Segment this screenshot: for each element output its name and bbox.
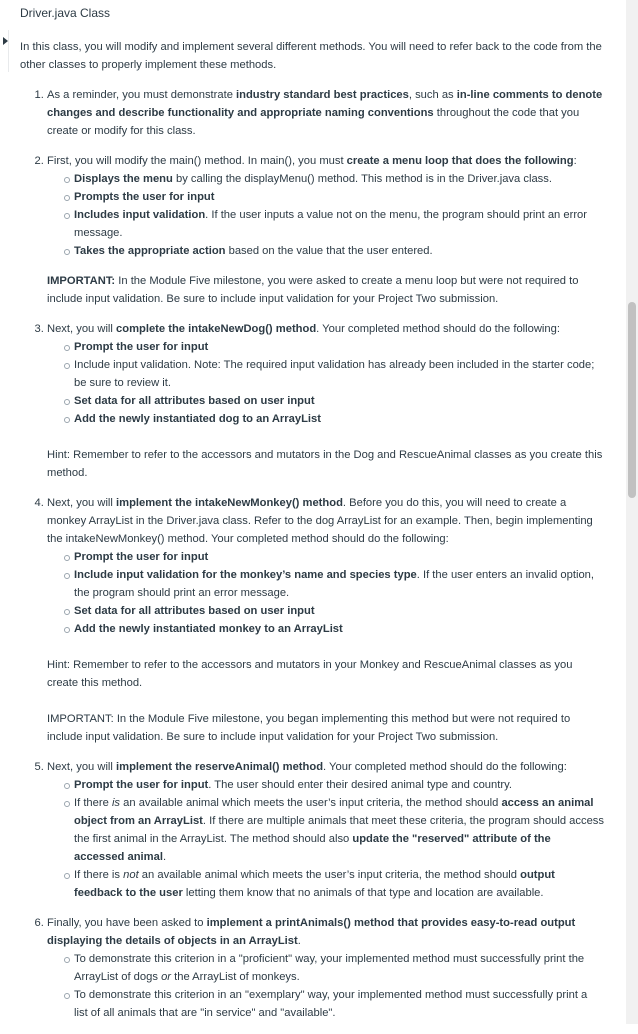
scrollbar[interactable] xyxy=(626,0,638,1024)
text: If there xyxy=(74,797,112,809)
sub-item xyxy=(74,392,604,410)
bold-text: Set data for all attributes based on user input xyxy=(74,605,315,617)
italic-text: is xyxy=(111,797,121,809)
sub-item xyxy=(74,206,604,242)
hint-note: Hint: Remember to refer to the accessors and mutators in your Monkey and RescueAnimal classes as you create this method. xyxy=(47,659,573,689)
important-note xyxy=(47,272,604,308)
document-body xyxy=(20,38,604,1034)
text: First, you will modify the main() method. In main(), you must xyxy=(47,155,347,167)
text: the ArrayList of monkeys. xyxy=(171,971,300,983)
list-item-6 xyxy=(47,914,604,1022)
text: Include input validation. Note: The required input validation has already been included in the starter code; be sure to review it. xyxy=(74,359,595,389)
text: . Before you do this, you will need to create a monkey ArrayList in the Driver.java class. Refer to the dog ArrayList for an example. Then, begin implementing the intakeNewMonkey() method. Your completed method should do the following: xyxy=(47,497,593,545)
bold-text: Include input validation for the monkey’s name and species type xyxy=(74,569,417,581)
divider xyxy=(8,30,9,72)
bold-text: access an animal object from an ArrayList xyxy=(74,797,594,827)
bold-text: create a menu loop that does the following xyxy=(346,155,574,167)
text: : xyxy=(573,155,577,167)
text: Finally, you have been asked to xyxy=(47,917,207,929)
bold-text: IMPORTANT: xyxy=(47,275,116,287)
sub-list xyxy=(47,170,604,260)
sub-item xyxy=(74,548,604,566)
text: . If there are multiple animals that meet these criteria, the program should access the first animal in the ArrayList. The method should also xyxy=(74,815,604,845)
list-item-5 xyxy=(47,758,604,902)
text: Next, you will xyxy=(47,323,117,335)
section-header[interactable] xyxy=(0,0,626,30)
requirements-list xyxy=(20,86,604,1022)
bold-text: output feedback to the user xyxy=(74,869,555,899)
text: If there is xyxy=(74,869,124,881)
bold-text: complete the intakeNewDog() method xyxy=(116,323,317,335)
section-title: Driver.java Class xyxy=(20,6,111,20)
bold-text: implement the intakeNewMonkey() method xyxy=(116,497,343,509)
sub-item xyxy=(74,794,604,866)
text: , such as xyxy=(408,89,457,101)
list-item-4 xyxy=(47,494,604,746)
text: . The user should enter their desired animal type and country. xyxy=(208,779,512,791)
text: To demonstrate this criterion in a "proficient" way, your implemented method must successfully print the ArrayList of dogs xyxy=(74,953,585,983)
text: an available animal which meets the user’s input criteria, the method should xyxy=(120,797,502,809)
text: . Your completed method should do the following: xyxy=(316,323,560,335)
intro-paragraph: In this class, you will modify and implement several different methods. You will need to refer back to the code from the other classes to properly implement these methods. xyxy=(20,41,602,71)
sub-list xyxy=(47,776,604,902)
bold-text: in-line comments to denote changes and describe functionality and appropriate naming conventions xyxy=(47,89,603,119)
sub-list xyxy=(47,548,604,638)
text: letting them know that no animals of that type and location are available. xyxy=(182,887,544,899)
sub-item xyxy=(74,170,604,188)
bold-text: Prompt the user for input xyxy=(74,341,209,353)
bold-text: Takes the appropriate action xyxy=(74,245,226,257)
text: As a reminder, you must demonstrate xyxy=(47,89,237,101)
italic-text: or xyxy=(161,971,172,983)
bold-text: implement the reserveAnimal() method xyxy=(116,761,324,773)
text: To demonstrate this criterion in an "exemplary" way, your implemented method must successfully print a list of all animals that are "in service" and "available". xyxy=(74,989,588,1019)
scrollbar-thumb[interactable] xyxy=(628,302,636,498)
list-item-2 xyxy=(47,152,604,308)
text: based on the value that the user entered. xyxy=(225,245,433,257)
important-note: IMPORTANT: In the Module Five milestone, you began implementing this method but were not required to include input validation. Be sure to include input validation for your Project Two submission. xyxy=(47,713,571,743)
sub-list xyxy=(47,338,604,428)
text: . If the user enters an invalid option, the program should print an error message. xyxy=(74,569,594,599)
hint-note: Hint: Remember to refer to the accessors and mutators in the Dog and RescueAnimal classes as you create this method. xyxy=(47,449,603,479)
sub-list xyxy=(47,950,604,1022)
bold-text: update the "reserved" attribute of the accessed animal xyxy=(74,833,551,863)
text: . If the user inputs a value not on the menu, the program should print an error message. xyxy=(74,209,587,239)
list-item-1 xyxy=(47,86,604,140)
sub-item xyxy=(74,356,604,392)
text: an available animal which meets the user’s input criteria, the method should xyxy=(138,869,521,881)
bold-text: Prompt the user for input xyxy=(74,551,209,563)
bold-text: implement a printAnimals() method that provides easy-to-read output displaying the details of objects in an ArrayList xyxy=(47,917,576,947)
bold-text: Add the newly instantiated monkey to an ArrayList xyxy=(74,623,343,635)
text: In the Module Five milestone, you were asked to create a menu loop but were not required to include input validation. Be sure to include input validation for your Project Two submission. xyxy=(47,275,579,305)
sub-item xyxy=(74,776,604,794)
list-item-3 xyxy=(47,320,604,482)
sub-item xyxy=(74,242,604,260)
text: throughout the code that you create or modify for this class. xyxy=(47,107,580,137)
sub-item xyxy=(74,986,604,1022)
text: Next, you will xyxy=(47,761,117,773)
italic-text: not xyxy=(123,869,139,881)
sub-item xyxy=(74,188,604,206)
bold-text: Add the newly instantiated dog to an ArrayList xyxy=(74,413,321,425)
bold-text: Prompt the user for input xyxy=(74,779,209,791)
sub-item xyxy=(74,338,604,356)
bold-text: Prompts the user for input xyxy=(74,191,215,203)
sub-item xyxy=(74,410,604,428)
sub-item xyxy=(74,566,604,602)
text: . xyxy=(162,851,167,863)
sub-item xyxy=(74,950,604,986)
sub-item xyxy=(74,866,604,902)
text: . xyxy=(297,935,301,947)
bold-text: industry standard best practices xyxy=(236,89,409,101)
text: Next, you will xyxy=(47,497,117,509)
bold-text: Set data for all attributes based on user input xyxy=(74,395,315,407)
text: by calling the displayMenu() method. This method is in the Driver.java class. xyxy=(172,173,552,185)
bold-text: Includes input validation xyxy=(74,209,206,221)
sub-item xyxy=(74,602,604,620)
sub-item xyxy=(74,620,604,638)
bold-text: Displays the menu xyxy=(74,173,173,185)
text: . Your completed method should do the following: xyxy=(323,761,567,773)
